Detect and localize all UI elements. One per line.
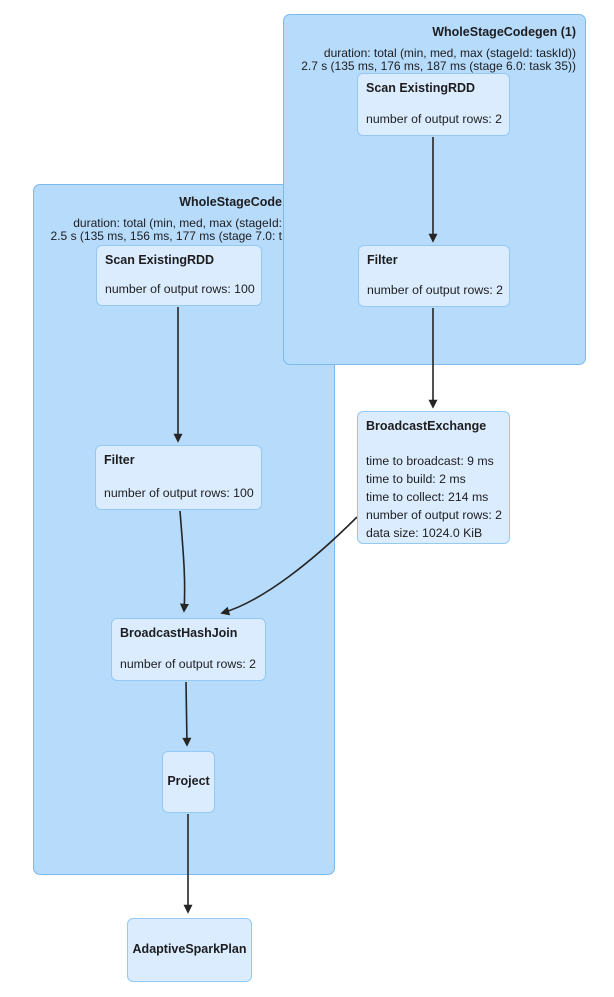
node-filter-1[interactable] — [358, 245, 510, 307]
node-metric: number of output rows: 2 — [366, 508, 503, 522]
node-project[interactable] — [162, 751, 215, 813]
node-metrics — [366, 452, 501, 542]
node-metric: number of output rows: 100 — [104, 486, 254, 500]
cluster-header — [34, 195, 282, 242]
node-metric: number of output rows: 2 — [120, 657, 257, 671]
cluster-duration-value: 2.5 s (135 ms, 156 ms, 177 ms (stage 7.0: t — [50, 228, 282, 243]
node-adaptivesparkplan[interactable] — [127, 918, 252, 982]
node-title: Scan ExistingRDD — [366, 81, 476, 95]
node-metric: data size: 1024.0 KiB — [366, 526, 483, 540]
node-metric: number of output rows: 100 — [105, 282, 255, 296]
node-broadcasthashjoin[interactable] — [111, 618, 266, 681]
cluster-header — [284, 25, 576, 72]
cluster-duration-value: 2.7 s (135 ms, 176 ms, 187 ms (stage 6.0: task 35)) — [301, 58, 576, 73]
node-metric: time to broadcast: 9 ms — [366, 454, 494, 468]
node-metric: number of output rows: 2 — [366, 112, 503, 126]
node-title: AdaptiveSparkPlan — [132, 941, 247, 956]
node-metric: time to collect: 214 ms — [366, 490, 489, 504]
node-scan-existingrdd-2[interactable] — [96, 245, 262, 306]
cluster-duration-label: duration: total (min, med, max (stageId: — [73, 216, 282, 230]
node-title: BroadcastExchange — [366, 419, 487, 433]
cluster-wholestagecodegen-1 — [283, 14, 586, 365]
node-title: Filter — [367, 253, 398, 267]
node-scan-existingrdd-1[interactable] — [357, 73, 510, 136]
node-metric: number of output rows: 2 — [367, 283, 504, 297]
cluster-duration-label: duration: total (min, med, max (stageId: taskId)) — [323, 46, 576, 60]
node-title: Scan ExistingRDD — [105, 253, 215, 267]
cluster-title: WholeStageCode — [179, 195, 282, 209]
cluster-duration — [34, 217, 282, 242]
cluster-title: WholeStageCodegen (1) — [432, 25, 576, 39]
node-title: Project — [167, 773, 210, 788]
node-metric: time to build: 2 ms — [366, 472, 466, 486]
node-title: Filter — [104, 453, 135, 467]
cluster-duration — [284, 47, 576, 72]
node-filter-2[interactable] — [95, 445, 262, 510]
node-broadcastexchange[interactable] — [357, 411, 510, 544]
node-title: BroadcastHashJoin — [120, 626, 238, 640]
